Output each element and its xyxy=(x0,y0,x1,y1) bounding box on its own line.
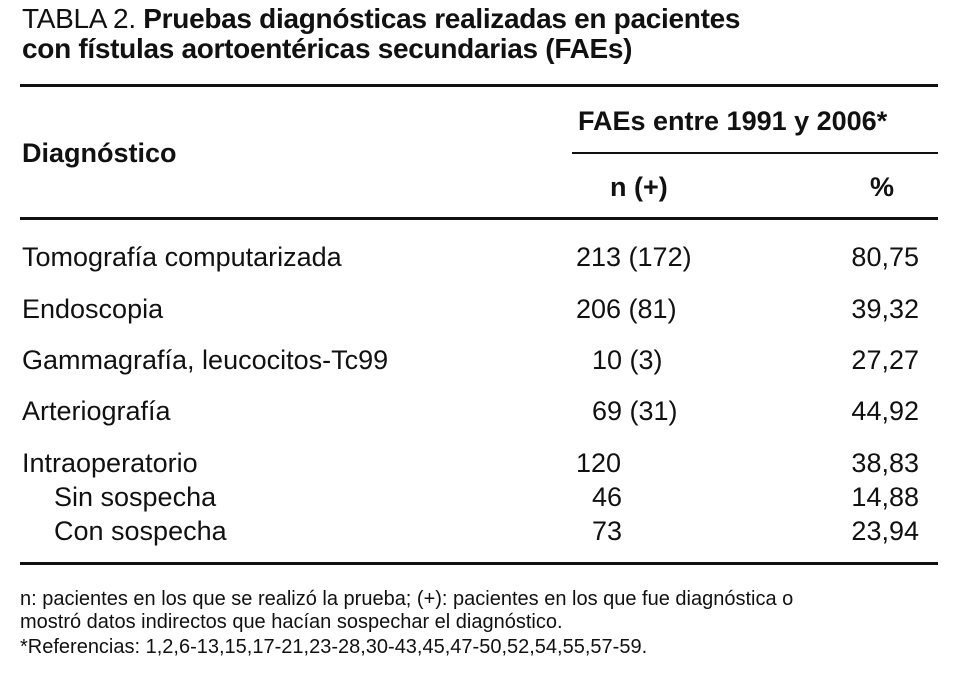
column-header-percent: % xyxy=(870,172,895,202)
top-rule xyxy=(20,84,938,87)
subrow-percent: 23,94 xyxy=(851,516,919,546)
table-number: TABLA 2. xyxy=(22,3,136,34)
row-label: Tomografía computarizada xyxy=(22,242,342,272)
row-label: Arteriografía xyxy=(22,396,171,426)
row-label: Intraoperatorio xyxy=(22,448,198,478)
group-header: FAEs entre 1991 y 2006* xyxy=(578,106,888,136)
row-label: Gammagrafía, leucocitos-Tc99 xyxy=(22,345,389,375)
subrow-label: Sin sospecha xyxy=(54,482,217,512)
row-percent: 44,92 xyxy=(851,396,919,426)
row-header: Diagnóstico xyxy=(22,138,177,168)
row-percent: 39,32 xyxy=(851,294,919,324)
group-rule xyxy=(572,152,938,154)
footnote-line-1: n: pacientes en los que se realizó la prueba; (+): pacientes en los que fue diagnóstica o xyxy=(20,588,794,610)
row-n: 120 xyxy=(576,448,622,478)
row-percent: 38,83 xyxy=(851,448,919,478)
header-rule xyxy=(20,217,938,220)
row-n: 69 (31) xyxy=(592,396,678,426)
bottom-rule xyxy=(20,562,938,565)
title-line-2: con fístulas aortoentéricas secundarias (FAEs) xyxy=(22,33,633,64)
row-percent: 27,27 xyxy=(851,345,919,375)
title-line-1: Pruebas diagnósticas realizadas en pacientes xyxy=(143,3,741,34)
subrow-label: Con sospecha xyxy=(54,516,227,546)
footnote-references: *Referencias: 1,2,6-13,15,17-21,23-28,30-43,45,47-50,52,54,55,57-59. xyxy=(20,636,648,658)
subrow-n: 46 xyxy=(592,482,623,512)
row-percent: 80,75 xyxy=(851,242,919,272)
column-header-n: n (+) xyxy=(610,172,668,202)
footnote-line-2: mostró datos indirectos que hacían sospechar el diagnóstico. xyxy=(20,611,563,633)
row-n: 213 (172) xyxy=(576,242,692,272)
table-title xyxy=(22,4,740,64)
subrow-percent: 14,88 xyxy=(851,482,919,512)
row-n: 206 (81) xyxy=(576,294,677,324)
subrow-n: 73 xyxy=(592,516,623,546)
row-label: Endoscopia xyxy=(22,294,164,324)
row-n: 10 (3) xyxy=(592,345,663,375)
